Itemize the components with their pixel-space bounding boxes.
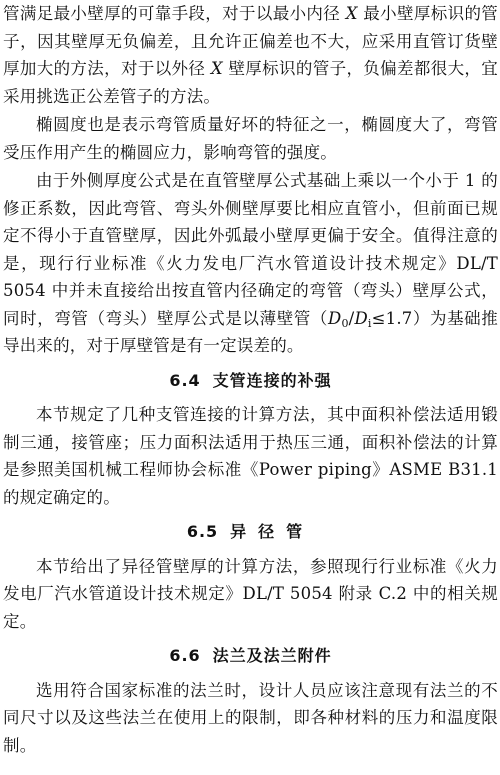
math-symbol-d: D — [328, 308, 342, 328]
section-number: 6.6 — [169, 646, 201, 665]
section-heading-6-6 — [3, 642, 498, 670]
section-title: 异径管 — [230, 522, 315, 541]
math-subscript: 0 — [341, 316, 349, 330]
text-run: / — [348, 308, 355, 328]
section-title: 法兰及法兰附件 — [212, 646, 332, 665]
section-title: 支管连接的补强 — [212, 370, 332, 390]
math-symbol-d: D — [354, 308, 368, 328]
paragraph-reducer: 本节给出了异径管壁厚的计算方法，参照现行行业标准《火力发电厂汽水管道设计技术规定》DL/T 5054 附录 C.2 中的相关规定。 — [3, 556, 498, 631]
section-number: 6.5 — [186, 522, 219, 541]
text-run: 最小壁厚标识的管子，因其壁厚无负偏差，且允许正偏差也不大，应采用直管订货壁厚加大的方法，对于以外径 — [3, 4, 499, 78]
paragraph-pipe-wall-thickness — [3, 0, 498, 110]
math-subscript: i — [367, 316, 372, 330]
math-symbol-x: X — [210, 59, 223, 78]
paragraph-flange: 选用符合国家标准的法兰时，设计人员应该注意现有法兰的不同尺寸以及这些法兰在使用上的限制，即各种材料的压力和温度限制。 — [3, 680, 498, 755]
text-run: 壁厚标识的管子，负偏差都很大，宜采用挑选正公差管子的方法。 — [3, 59, 498, 106]
section-heading-6-4 — [3, 367, 498, 395]
text-run: 由于外侧厚度公式是在直管壁厚公式基础上乘以一个小于 1 的修正系数，因此弯管、弯头外侧壁厚要比相应直管小，但前面已规定不得小于直管壁厚，因此外弧最小壁厚更偏于安全。值得注意的是，现行行业标准《火力发电厂汽水管道设计技术规定》DL/T 5054 中并未直接给出按直管内径确定的弯管（弯头）壁厚公式，同时，弯管（弯头）壁厚公式是以薄壁管（ — [3, 171, 498, 328]
section-number: 6.4 — [169, 370, 201, 390]
math-symbol-x: X — [345, 4, 358, 23]
paragraph-outer-thickness-formula — [3, 167, 498, 360]
section-heading-6-5 — [3, 518, 498, 546]
paragraph-ovality: 椭圆度也是表示弯管质量好坏的特征之一，椭圆度大了，弯管受压作用产生的椭圆应力，影响弯管的强度。 — [3, 115, 498, 162]
text-run: ≤1.7）为基础推导出来的，对于厚壁管是有一定误差的。 — [3, 308, 498, 355]
text-run: 管满足最小壁厚的可靠手段，对于以最小内径 — [3, 4, 346, 23]
paragraph-branch-connection: 本节规定了几种支管连接的计算方法，其中面积补偿法适用锻制三通，接管座；压力面积法适用于热压三通，面积补偿法的计算是参照美国机械工程师协会标准《Power piping》ASME B31.1 的规定确定的。 — [3, 405, 498, 507]
